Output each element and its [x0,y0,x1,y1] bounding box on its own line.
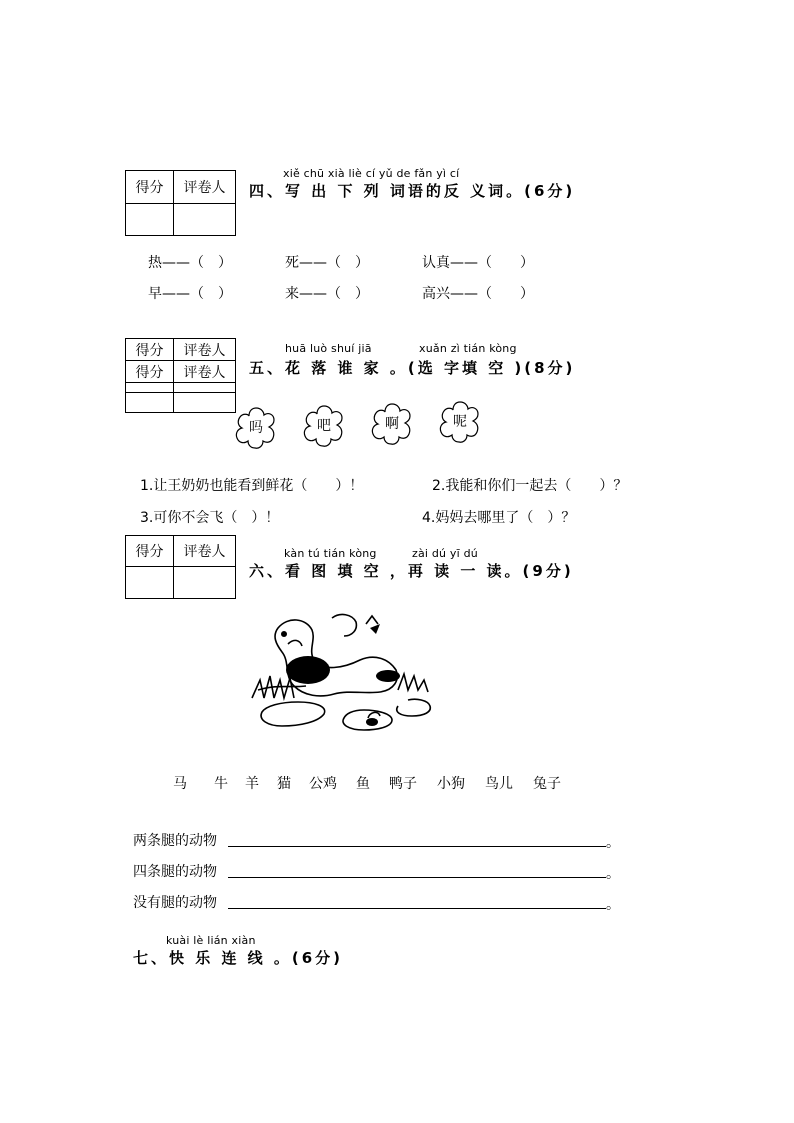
animal-word: 小狗 [437,776,465,792]
score-box-4 [125,170,236,236]
flower-card[interactable] [436,398,484,446]
flower-label: 吧 [317,418,331,434]
score-label: 得分 [126,339,174,361]
score-cell[interactable] [126,204,174,236]
animal-word: 马 [173,776,187,792]
animal-word: 公鸡 [309,776,337,792]
section5-title: 五、花 落 谁 家 。(选 字填 空 )(8分) [249,359,576,377]
animal-word: 鸭子 [389,776,417,792]
antonym-item[interactable]: 早——（ ） [148,286,232,302]
section4-title: 四、写 出 下 列 词语的反 义词。(6分) [249,182,576,200]
grader-cell[interactable] [174,393,236,413]
score-label: 得分 [126,536,174,567]
flower-card[interactable] [368,400,416,448]
section6-title: 六、看 图 填 空 ，再 读 一 读。(9分) [249,562,574,580]
fill-question[interactable]: 4.妈妈去哪里了（ ）？ [422,510,576,526]
grader-label: 评卷人 [174,171,236,204]
fill-question[interactable]: 3.可你不会飞（ ）！ [140,510,280,526]
animal-word: 兔子 [533,776,561,792]
antonym-item[interactable]: 来——（ ） [285,286,369,302]
animals-illustration [248,610,438,740]
animal-word: 猫 [277,776,291,792]
antonym-item[interactable]: 死——（ ） [285,255,369,271]
answer-line[interactable] [228,908,606,909]
animal-word: 鱼 [356,776,370,792]
end-mark: 。 [606,866,620,882]
grader-cell[interactable] [174,567,236,599]
end-mark: 。 [606,897,620,913]
flower-card[interactable] [300,402,348,450]
score-cell[interactable] [126,567,174,599]
answer-line[interactable] [228,846,606,847]
section7-title: 七、快 乐 连 线 。(6分) [133,949,344,967]
flower-label: 啊 [385,416,399,432]
answer-line[interactable] [228,877,606,878]
animal-word: 牛 [214,776,228,792]
flower-label: 吗 [249,420,263,436]
score-box-5 [125,338,236,413]
score-cell[interactable] [126,393,174,413]
score-label: 得分 [126,171,174,204]
legs-label: 两条腿的动物 [133,833,217,849]
score-label: 得分 [126,361,174,383]
section5-pinyin: xuǎn zì tián kòng [419,342,517,355]
animal-word: 鸟儿 [485,776,513,792]
section4-pinyin: xiě chū xià liè cí yǔ de fǎn yì cí [283,167,460,180]
score-cell[interactable] [126,383,174,393]
section5-pinyin: huā luò shuí jiā [285,342,372,355]
grader-label: 评卷人 [174,339,236,361]
score-box-6 [125,535,236,599]
fill-question[interactable]: 2.我能和你们一起去（ ）？ [432,478,628,494]
fill-question[interactable]: 1.让王奶奶也能看到鲜花（ ）！ [140,478,364,494]
antonym-item[interactable]: 高兴——（ ） [422,286,534,302]
animal-word: 羊 [245,776,259,792]
antonym-item[interactable]: 热——（ ） [148,255,232,271]
flower-label: 呢 [453,414,467,430]
grader-cell[interactable] [174,204,236,236]
grader-cell[interactable] [174,383,236,393]
grader-label: 评卷人 [174,536,236,567]
legs-label: 没有腿的动物 [133,895,217,911]
end-mark: 。 [606,835,620,851]
antonym-item[interactable]: 认真——（ ） [422,255,534,271]
section6-pinyin: kàn tú tián kòng [284,547,377,560]
flower-card[interactable] [232,404,280,452]
section7-pinyin: kuài lè lián xiàn [166,934,256,947]
section6-pinyin: zài dú yī dú [412,547,478,560]
legs-label: 四条腿的动物 [133,864,217,880]
grader-label: 评卷人 [174,361,236,383]
